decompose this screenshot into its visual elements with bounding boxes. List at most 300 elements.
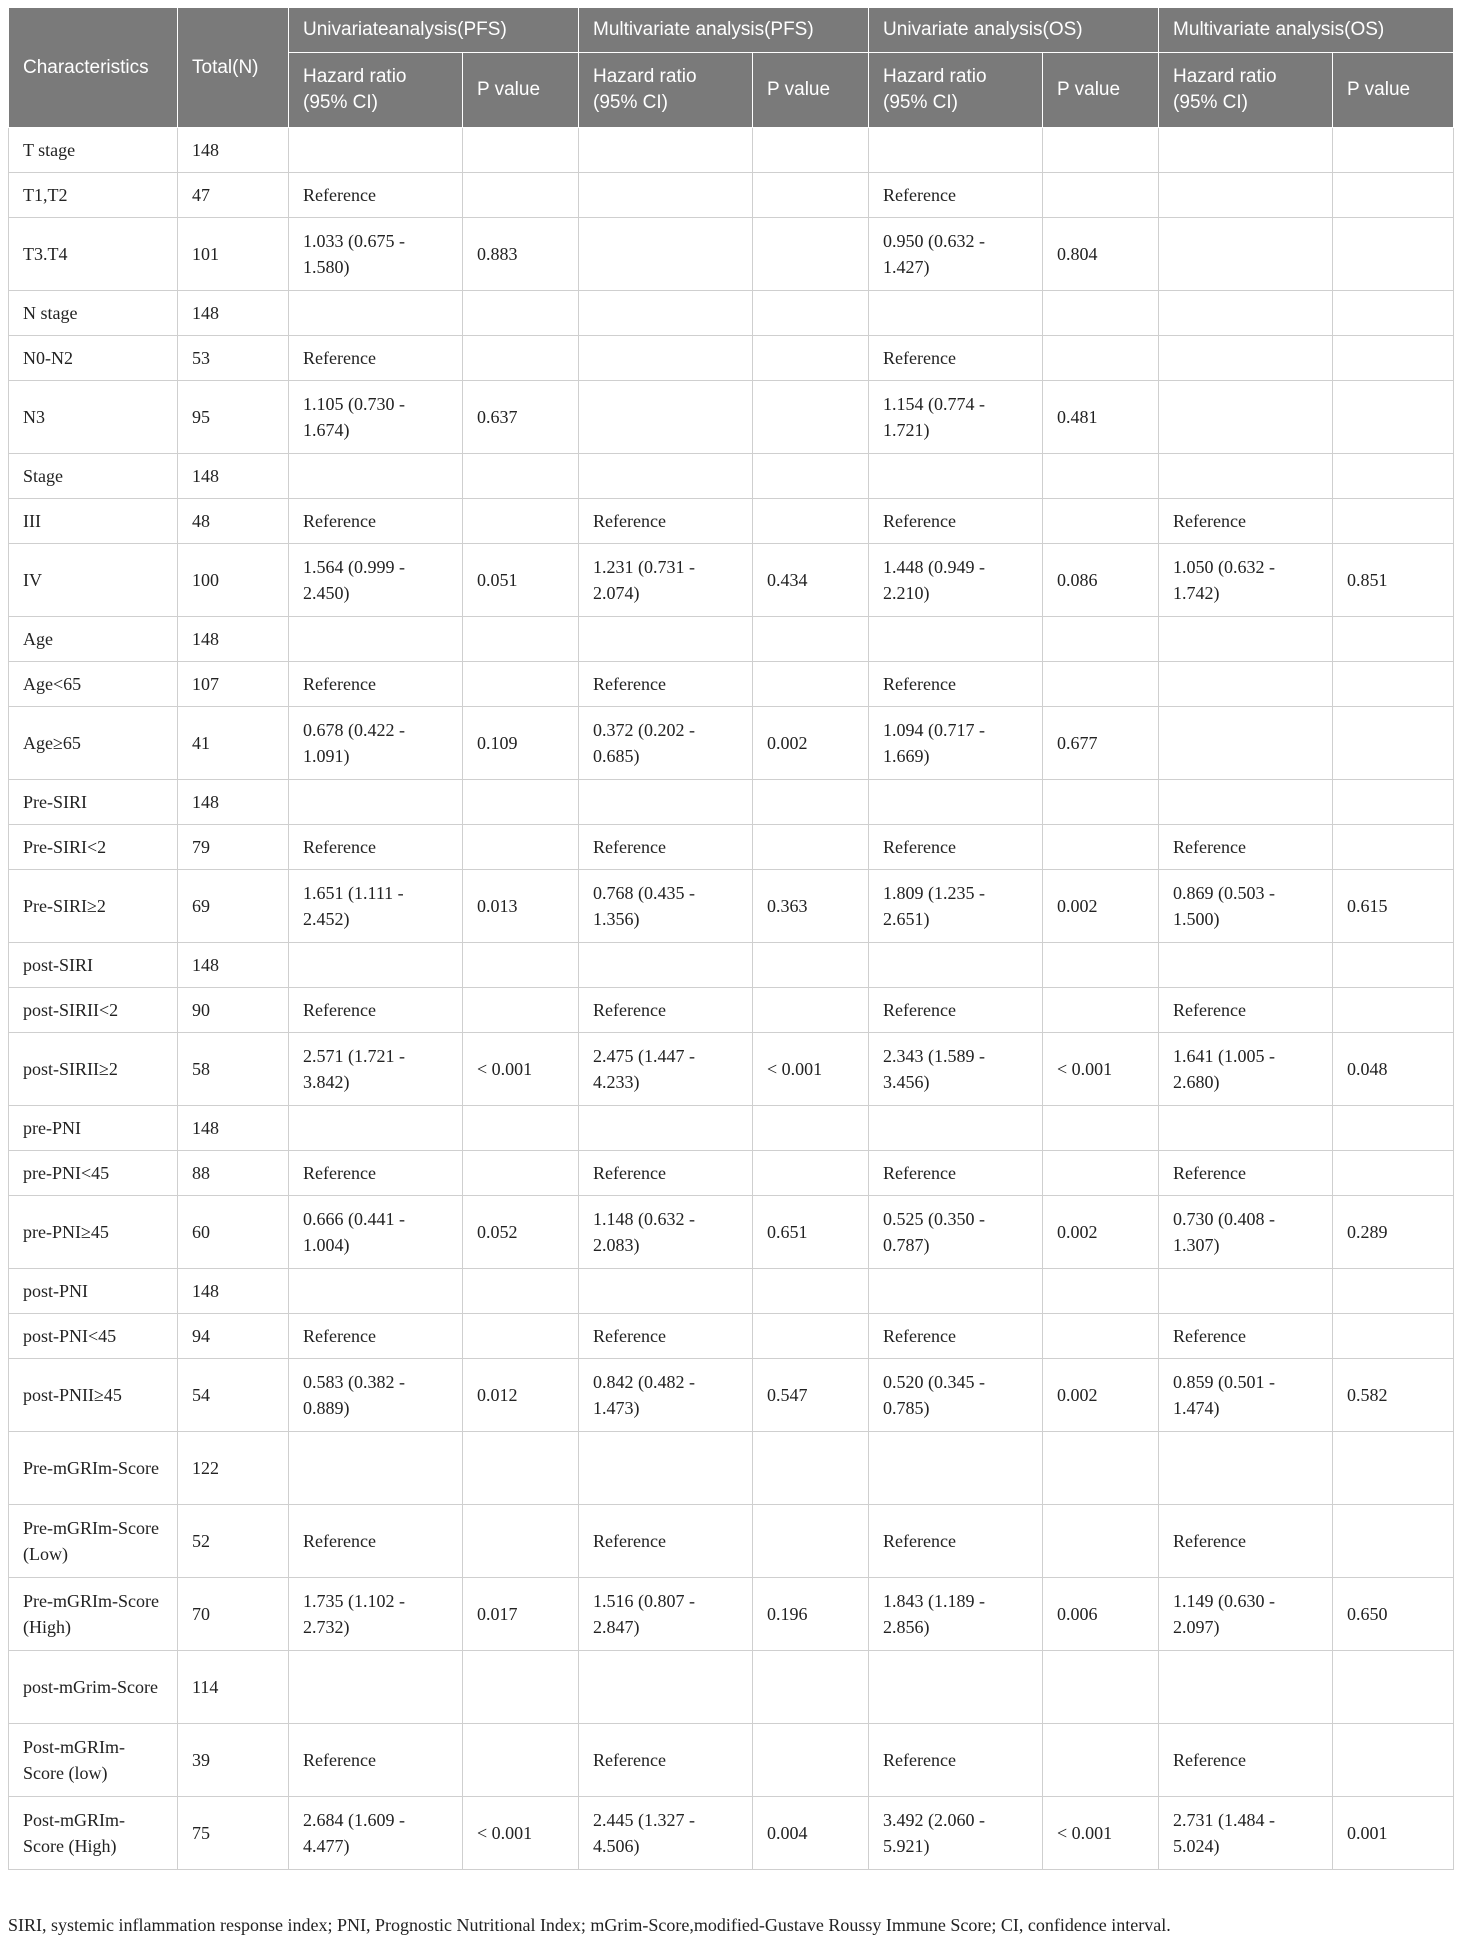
p-value-cell [1333,707,1454,780]
p-value-cell: 0.004 [753,1797,869,1870]
hazard-ratio-cell: 0.859 (0.501 - 1.474) [1159,1359,1333,1432]
p-value-cell: 0.048 [1333,1033,1454,1106]
hazard-ratio-cell [579,943,753,988]
hazard-ratio-cell: 1.094 (0.717 - 1.669) [869,707,1043,780]
table-row [9,1578,1454,1651]
row-characteristic: N0-N2 [9,336,178,381]
hazard-ratio-cell: 0.730 (0.408 - 1.307) [1159,1196,1333,1269]
hazard-ratio-cell: 2.445 (1.327 - 4.506) [579,1797,753,1870]
hazard-ratio-cell [289,128,463,173]
p-value-cell [1043,1724,1159,1797]
hazard-ratio-cell: Reference [289,1505,463,1578]
table-body [9,128,1454,1870]
p-value-cell [753,128,869,173]
p-value-cell [463,780,579,825]
row-total-n: 148 [178,454,289,499]
p-value-cell [1043,943,1159,988]
p-value-cell: 0.002 [1043,1196,1159,1269]
p-value-cell [753,1106,869,1151]
table-row [9,1359,1454,1432]
hazard-ratio-cell [1159,336,1333,381]
p-value-cell: 0.012 [463,1359,579,1432]
table-row [9,173,1454,218]
row-characteristic: T1,T2 [9,173,178,218]
table-row [9,780,1454,825]
p-value-cell [1043,1651,1159,1724]
p-value-cell: 0.677 [1043,707,1159,780]
p-value-cell: 0.547 [753,1359,869,1432]
p-value-cell [1333,291,1454,336]
hazard-ratio-cell: 0.869 (0.503 - 1.500) [1159,870,1333,943]
p-value-cell [753,381,869,454]
p-value-cell [1333,1432,1454,1505]
row-total-n: 88 [178,1151,289,1196]
hazard-ratio-cell [869,1269,1043,1314]
hazard-ratio-cell: Reference [289,662,463,707]
p-value-cell [753,617,869,662]
hazard-ratio-cell [869,1106,1043,1151]
table-row [9,1505,1454,1578]
hazard-ratio-cell [1159,617,1333,662]
hazard-ratio-cell [869,943,1043,988]
hazard-ratio-cell: 2.684 (1.609 - 4.477) [289,1797,463,1870]
p-value-cell: 0.851 [1333,544,1454,617]
p-value-cell [1333,617,1454,662]
row-characteristic: T3.T4 [9,218,178,291]
p-value-cell [753,988,869,1033]
table-row [9,454,1454,499]
p-value-cell [753,291,869,336]
p-value-cell [463,1651,579,1724]
row-characteristic: Age [9,617,178,662]
hazard-ratio-cell [1159,1106,1333,1151]
row-total-n: 148 [178,780,289,825]
hazard-ratio-cell [579,173,753,218]
p-value-cell [753,1314,869,1359]
row-characteristic: Stage [9,454,178,499]
p-value-cell: 0.196 [753,1578,869,1651]
hazard-ratio-cell: Reference [579,1314,753,1359]
hazard-ratio-cell [869,1651,1043,1724]
hazard-ratio-cell: Reference [869,1724,1043,1797]
hazard-ratio-cell [579,1106,753,1151]
hazard-ratio-cell: 1.050 (0.632 - 1.742) [1159,544,1333,617]
hazard-ratio-cell: Reference [869,825,1043,870]
p-value-cell [463,988,579,1033]
row-total-n: 47 [178,173,289,218]
row-total-n: 101 [178,218,289,291]
col-header-p-value: P value [1043,53,1159,128]
row-characteristic: Post-mGRIm-Score (High) [9,1797,178,1870]
row-characteristic: post-SIRI [9,943,178,988]
p-value-cell: 0.804 [1043,218,1159,291]
hazard-ratio-cell: Reference [289,1724,463,1797]
row-total-n: 148 [178,1106,289,1151]
p-value-cell [753,454,869,499]
hazard-ratio-cell: Reference [579,988,753,1033]
row-total-n: 54 [178,1359,289,1432]
p-value-cell [1043,291,1159,336]
hazard-ratio-cell: Reference [1159,499,1333,544]
p-value-cell [1333,1106,1454,1151]
col-header-characteristics: Characteristics [9,8,178,128]
row-total-n: 79 [178,825,289,870]
table-row [9,1797,1454,1870]
table-footnote: SIRI, systemic inflammation response index; PNI, Prognostic Nutritional Index; mGrim-Score,modified-Gustave Roussy Immune Score; CI, confidence interval. [8,1915,1171,1935]
p-value-cell [1043,662,1159,707]
p-value-cell [1043,780,1159,825]
row-characteristic: post-PNI [9,1269,178,1314]
p-value-cell [463,1432,579,1505]
p-value-cell: < 0.001 [463,1033,579,1106]
p-value-cell: < 0.001 [753,1033,869,1106]
table-row [9,1432,1454,1505]
hazard-ratio-cell [289,1269,463,1314]
table-row [9,544,1454,617]
hazard-ratio-cell [1159,291,1333,336]
hazard-ratio-cell [869,291,1043,336]
p-value-cell [753,780,869,825]
row-total-n: 75 [178,1797,289,1870]
p-value-cell [753,1432,869,1505]
hazard-ratio-cell: Reference [869,1151,1043,1196]
row-total-n: 148 [178,291,289,336]
p-value-cell: < 0.001 [463,1797,579,1870]
p-value-cell: < 0.001 [1043,1797,1159,1870]
hazard-ratio-cell: Reference [289,1151,463,1196]
p-value-cell [1333,825,1454,870]
table-row [9,707,1454,780]
p-value-cell [463,291,579,336]
table-row [9,1269,1454,1314]
hazard-ratio-cell [1159,707,1333,780]
hazard-ratio-cell: Reference [579,499,753,544]
p-value-cell [1333,499,1454,544]
table-row [9,825,1454,870]
table-row [9,1033,1454,1106]
p-value-cell [1333,1724,1454,1797]
p-value-cell [463,1505,579,1578]
hazard-ratio-cell: 1.448 (0.949 - 2.210) [869,544,1043,617]
p-value-cell [753,1269,869,1314]
p-value-cell: 0.002 [1043,870,1159,943]
row-characteristic: Pre-mGRIm-Score (High) [9,1578,178,1651]
hazard-ratio-cell [289,943,463,988]
hazard-ratio-cell: 0.520 (0.345 - 0.785) [869,1359,1043,1432]
p-value-cell [463,1151,579,1196]
p-value-cell: 0.052 [463,1196,579,1269]
row-characteristic: Age≥65 [9,707,178,780]
hazard-ratio-cell: 1.148 (0.632 - 2.083) [579,1196,753,1269]
p-value-cell [463,1314,579,1359]
p-value-cell [1043,1432,1159,1505]
p-value-cell: 0.001 [1333,1797,1454,1870]
table-row [9,218,1454,291]
hazard-ratio-cell [579,128,753,173]
col-header-p-value: P value [463,53,579,128]
p-value-cell [753,173,869,218]
hazard-ratio-cell [289,291,463,336]
group-header-univariate-pfs: Univariateanalysis(PFS) [289,8,579,53]
p-value-cell: 0.006 [1043,1578,1159,1651]
group-header-multivariate-pfs: Multivariate analysis(PFS) [579,8,869,53]
table-row [9,1314,1454,1359]
hazard-ratio-cell: Reference [1159,1505,1333,1578]
table-row [9,291,1454,336]
col-header-hazard-ratio: Hazard ratio (95% CI) [1159,53,1333,128]
hazard-ratio-cell: 0.666 (0.441 - 1.004) [289,1196,463,1269]
row-characteristic: Pre-SIRI<2 [9,825,178,870]
p-value-cell [753,943,869,988]
p-value-cell [463,1724,579,1797]
hazard-ratio-cell: 1.105 (0.730 - 1.674) [289,381,463,454]
hazard-ratio-cell: Reference [1159,988,1333,1033]
table-row [9,381,1454,454]
row-characteristic: pre-PNI [9,1106,178,1151]
col-header-p-value: P value [753,53,869,128]
row-total-n: 100 [178,544,289,617]
p-value-cell [753,1505,869,1578]
row-total-n: 70 [178,1578,289,1651]
hazard-ratio-cell [1159,218,1333,291]
p-value-cell [753,662,869,707]
hazard-ratio-cell [579,218,753,291]
p-value-cell: 0.013 [463,870,579,943]
hazard-ratio-cell: Reference [869,1314,1043,1359]
p-value-cell [753,336,869,381]
hazard-ratio-cell [869,617,1043,662]
row-characteristic: post-mGrim-Score [9,1651,178,1724]
p-value-cell [463,1106,579,1151]
hazard-ratio-cell: 2.343 (1.589 - 3.456) [869,1033,1043,1106]
p-value-cell [463,454,579,499]
hazard-ratio-cell: Reference [579,825,753,870]
p-value-cell: 0.615 [1333,870,1454,943]
hazard-ratio-cell: 1.033 (0.675 - 1.580) [289,218,463,291]
p-value-cell [1333,1151,1454,1196]
hazard-ratio-cell [579,1269,753,1314]
hazard-ratio-cell [869,128,1043,173]
p-value-cell [1333,1314,1454,1359]
hazard-ratio-cell [579,336,753,381]
p-value-cell [1043,1314,1159,1359]
p-value-cell: 0.582 [1333,1359,1454,1432]
hazard-ratio-cell: Reference [289,173,463,218]
hazard-ratio-cell: Reference [869,662,1043,707]
table-row [9,988,1454,1033]
hazard-ratio-cell [1159,662,1333,707]
p-value-cell [463,617,579,662]
col-header-total: Total(N) [178,8,289,128]
p-value-cell: 0.109 [463,707,579,780]
table-header [9,8,1454,128]
hazard-ratio-cell: Reference [1159,825,1333,870]
p-value-cell [753,499,869,544]
group-header-univariate-os: Univariate analysis(OS) [869,8,1159,53]
p-value-cell [753,1151,869,1196]
hazard-ratio-cell: Reference [579,662,753,707]
p-value-cell: 0.883 [463,218,579,291]
hazard-ratio-cell: 1.516 (0.807 - 2.847) [579,1578,753,1651]
hazard-ratio-cell [289,1432,463,1505]
p-value-cell [463,336,579,381]
p-value-cell [1043,617,1159,662]
hazard-ratio-cell: Reference [579,1505,753,1578]
hazard-ratio-cell [579,291,753,336]
hazard-ratio-cell [289,454,463,499]
p-value-cell: 0.002 [753,707,869,780]
hazard-ratio-cell: Reference [1159,1314,1333,1359]
p-value-cell [1043,988,1159,1033]
p-value-cell: 0.002 [1043,1359,1159,1432]
row-total-n: 148 [178,1269,289,1314]
table-row [9,1196,1454,1269]
hazard-ratio-cell: 1.154 (0.774 - 1.721) [869,381,1043,454]
table-row [9,662,1454,707]
row-total-n: 90 [178,988,289,1033]
row-characteristic: Pre-mGRIm-Score (Low) [9,1505,178,1578]
hazard-ratio-cell: Reference [869,499,1043,544]
p-value-cell [1333,1505,1454,1578]
p-value-cell [1043,1269,1159,1314]
row-characteristic: N3 [9,381,178,454]
hazard-ratio-cell: 0.583 (0.382 - 0.889) [289,1359,463,1432]
hazard-ratio-cell [289,1651,463,1724]
hazard-ratio-cell: 0.678 (0.422 - 1.091) [289,707,463,780]
p-value-cell: 0.363 [753,870,869,943]
p-value-cell [1043,173,1159,218]
p-value-cell [753,825,869,870]
p-value-cell [463,662,579,707]
p-value-cell [463,499,579,544]
hazard-ratio-cell: 0.842 (0.482 - 1.473) [579,1359,753,1432]
hazard-ratio-cell [289,617,463,662]
row-total-n: 48 [178,499,289,544]
p-value-cell [1333,336,1454,381]
hazard-ratio-cell: 2.571 (1.721 - 3.842) [289,1033,463,1106]
p-value-cell [1333,780,1454,825]
hazard-ratio-cell: 1.735 (1.102 - 2.732) [289,1578,463,1651]
results-table-container [8,7,1453,1870]
hazard-ratio-cell [289,780,463,825]
p-value-cell [1043,128,1159,173]
hazard-ratio-cell [869,1432,1043,1505]
row-total-n: 39 [178,1724,289,1797]
hazard-ratio-cell [579,780,753,825]
p-value-cell: 0.651 [753,1196,869,1269]
row-characteristic: IV [9,544,178,617]
p-value-cell [753,218,869,291]
hazard-ratio-cell [869,454,1043,499]
p-value-cell: 0.289 [1333,1196,1454,1269]
row-characteristic: T stage [9,128,178,173]
row-characteristic: post-SIRII<2 [9,988,178,1033]
p-value-cell [1333,1269,1454,1314]
hazard-ratio-cell: Reference [289,336,463,381]
row-characteristic: Post-mGRIm-Score (low) [9,1724,178,1797]
hazard-ratio-cell: 0.525 (0.350 - 0.787) [869,1196,1043,1269]
p-value-cell [1043,336,1159,381]
hazard-ratio-cell: 1.651 (1.111 - 2.452) [289,870,463,943]
hazard-ratio-cell: Reference [869,1505,1043,1578]
p-value-cell [1333,1651,1454,1724]
hazard-ratio-cell [1159,780,1333,825]
hazard-ratio-cell [579,381,753,454]
hazard-ratio-cell: 0.950 (0.632 - 1.427) [869,218,1043,291]
p-value-cell [1333,943,1454,988]
group-header-multivariate-os: Multivariate analysis(OS) [1159,8,1454,53]
table-row [9,1106,1454,1151]
row-characteristic: Pre-mGRIm-Score [9,1432,178,1505]
p-value-cell [463,1269,579,1314]
col-header-p-value: P value [1333,53,1454,128]
table-row [9,1651,1454,1724]
hazard-ratio-cell: 1.149 (0.630 - 2.097) [1159,1578,1333,1651]
hazard-ratio-cell: Reference [579,1151,753,1196]
p-value-cell: 0.017 [463,1578,579,1651]
p-value-cell [1043,1505,1159,1578]
row-characteristic: Pre-SIRI≥2 [9,870,178,943]
hazard-ratio-cell [579,1651,753,1724]
hazard-ratio-cell: 2.475 (1.447 - 4.233) [579,1033,753,1106]
cox-regression-table [8,7,1454,1870]
hazard-ratio-cell [1159,943,1333,988]
row-total-n: 52 [178,1505,289,1578]
hazard-ratio-cell: Reference [289,825,463,870]
row-characteristic: pre-PNI<45 [9,1151,178,1196]
p-value-cell: 0.051 [463,544,579,617]
row-characteristic: pre-PNI≥45 [9,1196,178,1269]
hazard-ratio-cell [1159,454,1333,499]
p-value-cell: 0.650 [1333,1578,1454,1651]
hazard-ratio-cell: 0.768 (0.435 - 1.356) [579,870,753,943]
table-row [9,870,1454,943]
hazard-ratio-cell [1159,1432,1333,1505]
col-header-hazard-ratio: Hazard ratio (95% CI) [869,53,1043,128]
p-value-cell [463,825,579,870]
hazard-ratio-cell [579,1432,753,1505]
row-characteristic: Pre-SIRI [9,780,178,825]
p-value-cell [1333,173,1454,218]
hazard-ratio-cell [1159,128,1333,173]
table-row [9,943,1454,988]
row-total-n: 60 [178,1196,289,1269]
hazard-ratio-cell [1159,1651,1333,1724]
p-value-cell [463,128,579,173]
table-row [9,336,1454,381]
row-total-n: 148 [178,943,289,988]
row-characteristic: N stage [9,291,178,336]
row-characteristic: post-PNII≥45 [9,1359,178,1432]
p-value-cell [753,1651,869,1724]
row-total-n: 69 [178,870,289,943]
p-value-cell [1043,499,1159,544]
row-total-n: 41 [178,707,289,780]
hazard-ratio-cell: 1.809 (1.235 - 2.651) [869,870,1043,943]
hazard-ratio-cell: 1.641 (1.005 - 2.680) [1159,1033,1333,1106]
hazard-ratio-cell: Reference [869,336,1043,381]
row-characteristic: post-PNI<45 [9,1314,178,1359]
row-total-n: 114 [178,1651,289,1724]
table-row [9,1724,1454,1797]
hazard-ratio-cell: 0.372 (0.202 - 0.685) [579,707,753,780]
row-total-n: 94 [178,1314,289,1359]
hazard-ratio-cell: Reference [869,173,1043,218]
hazard-ratio-cell: Reference [1159,1724,1333,1797]
hazard-ratio-cell: 1.564 (0.999 - 2.450) [289,544,463,617]
p-value-cell [1043,825,1159,870]
hazard-ratio-cell [869,780,1043,825]
